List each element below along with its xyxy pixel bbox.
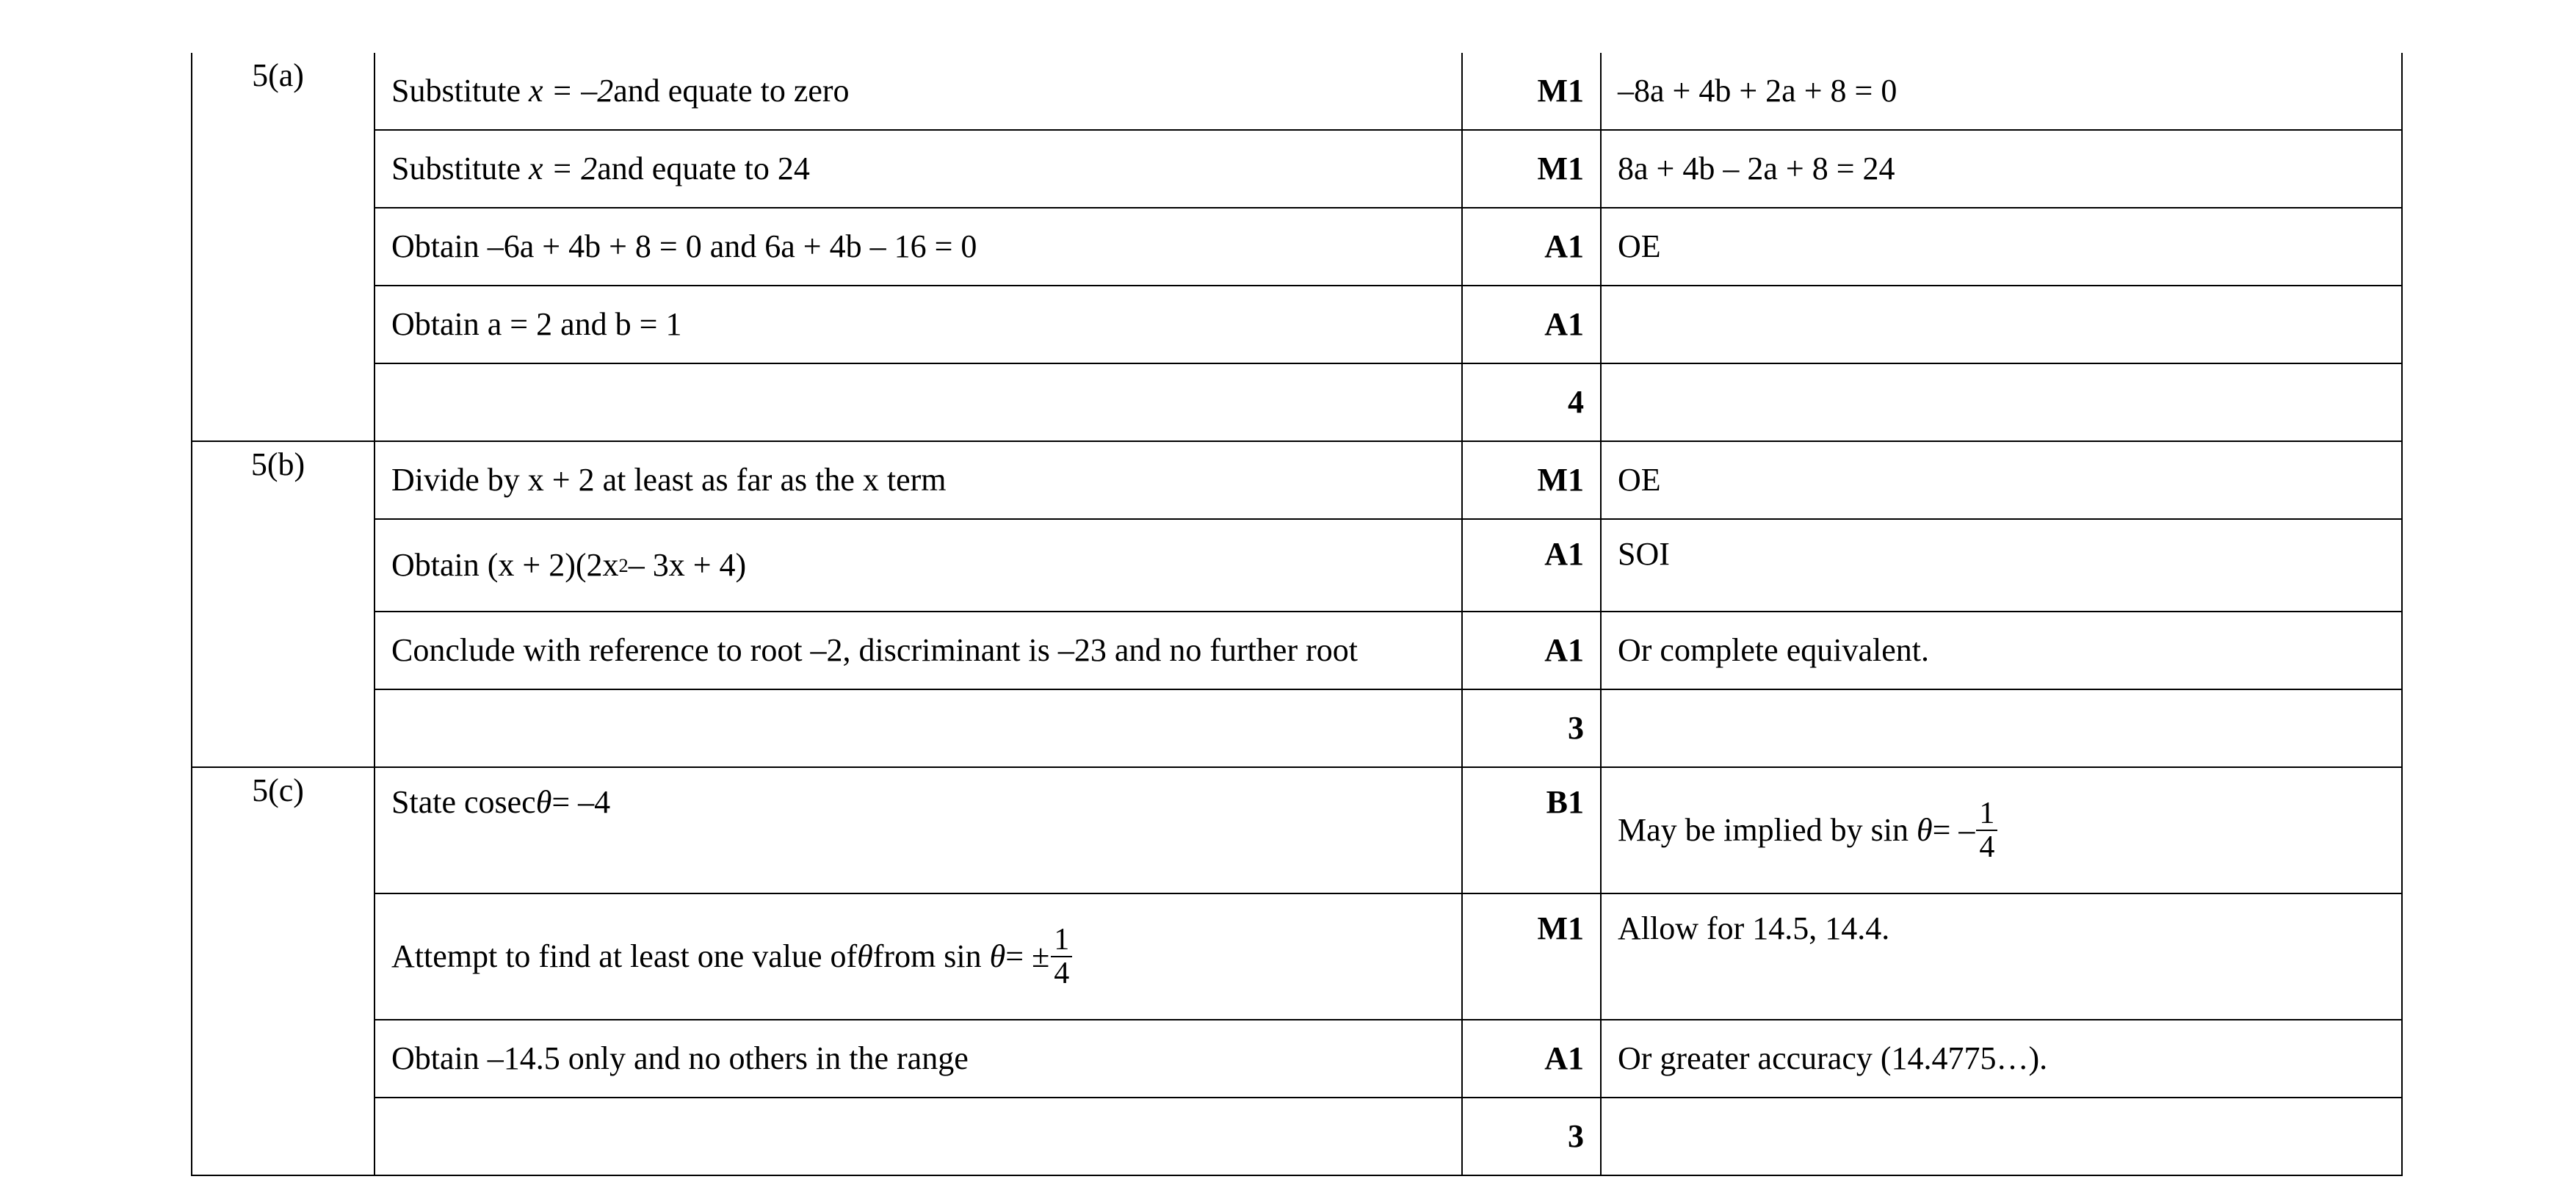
mark-code: M1 [1537,72,1584,109]
answer-cell: Obtain (x + 2)(2x 2 – 3x + 4) [375,519,1462,612]
guidance-cell [1601,893,2402,1020]
mark-cell [1462,612,1601,689]
question-number: 5(b) [250,446,305,482]
table-row [192,208,2402,286]
table-row [192,1098,2402,1175]
mark-cell [1462,53,1601,130]
guidance-text: Or greater accuracy (14.4775…). [1618,1040,2048,1076]
mark-total-cell [1462,689,1601,767]
guidance-text: 8a + 4b – 2a + 8 = 24 [1618,150,1895,186]
mark-total: 3 [1568,709,1584,746]
answer-text: Obtain –6a + 4b + 8 = 0 and 6a + 4b – 16 = 0 [391,228,977,264]
theta-symbol: θ [535,784,552,820]
guidance-cell [1601,519,2402,612]
mark-code: A1 [1544,228,1584,264]
guidance-cell [1601,441,2402,519]
answer-cell [375,208,1462,286]
table-row [192,767,2402,893]
question-number: 5(a) [252,57,304,93]
question-number: 5(c) [252,772,304,808]
mark-total: 4 [1568,383,1584,420]
question-number-cell [192,441,375,767]
table-row [192,612,2402,689]
guidance-cell [1601,363,2402,441]
answer-cell [375,612,1462,689]
answer-cell [375,1020,1462,1098]
answer-text: Obtain –14.5 only and no others in the range [391,1040,969,1076]
guidance-cell [1601,612,2402,689]
guidance-cell [1601,1020,2402,1098]
answer-text: Divide by x + 2 at least as far as the x term [391,461,947,498]
table-row [192,1020,2402,1098]
answer-text: Obtain a = 2 and b = 1 [391,305,682,342]
table-row [192,286,2402,363]
table-row [192,363,2402,441]
table-row [192,519,2402,612]
mark-code: M1 [1537,910,1584,946]
mark-code: A1 [1544,536,1584,572]
math-expression: x = –2 [529,72,614,109]
mark-cell [1462,208,1601,286]
guidance-cell [1601,130,2402,208]
table-row [192,53,2402,130]
theta-symbol: θ [989,938,1006,974]
answer-cell [375,689,1462,767]
answer-cell: State cosec θ = –4 [375,767,1462,893]
mark-total-cell [1462,1098,1601,1175]
math-expression: x = 2 [529,150,598,186]
mark-code: B1 [1546,784,1584,820]
mark-scheme-table [191,53,2403,1176]
fraction: $\frac{1}{4}$ [1976,797,1997,863]
mark-code: M1 [1537,461,1584,498]
theta-symbol: θ [1916,811,1933,848]
guidance-text: OE [1618,228,1661,264]
question-number-cell [192,767,375,1175]
guidance-cell [1601,689,2402,767]
guidance-cell [1601,286,2402,363]
guidance-cell [1601,53,2402,130]
answer-cell: Substitute x = –2 and equate to zero [375,53,1462,130]
guidance-cell: May be implied by sin θ = – $\frac{1}{4}$ [1601,767,2402,893]
question-number-cell [192,53,375,441]
answer-text: Conclude with reference to root –2, discriminant is –23 and no further root [391,631,1358,668]
fraction: $\frac{1}{4}$ [1051,924,1072,990]
guidance-text: –8a + 4b + 2a + 8 = 0 [1618,72,1897,109]
mark-total: 3 [1568,1117,1584,1154]
table-row [192,130,2402,208]
guidance-text: Allow for 14.5, 14.4. [1618,910,1890,946]
guidance-cell [1601,1098,2402,1175]
mark-code: A1 [1544,631,1584,668]
mark-code: A1 [1544,1040,1584,1076]
mark-cell [1462,441,1601,519]
theta-symbol: θ [857,938,873,974]
answer-cell: Substitute x = 2 and equate to 24 [375,130,1462,208]
mark-code: M1 [1537,150,1584,186]
mark-cell [1462,1020,1601,1098]
mark-cell [1462,893,1601,1020]
guidance-cell [1601,208,2402,286]
mark-cell [1462,519,1601,612]
mark-code: A1 [1544,305,1584,342]
answer-cell [375,441,1462,519]
table-row [192,893,2402,1020]
answer-cell [375,1098,1462,1175]
table-row [192,441,2402,519]
answer-cell [375,363,1462,441]
mark-cell [1462,286,1601,363]
answer-cell: Attempt to find at least one value of θ from sin θ = ± $\frac{1}{4}$ [375,893,1462,1020]
mark-total-cell [1462,363,1601,441]
guidance-text: SOI [1618,536,1670,572]
mark-cell [1462,130,1601,208]
table-row [192,689,2402,767]
guidance-text: OE [1618,461,1661,498]
mark-cell [1462,767,1601,893]
answer-cell [375,286,1462,363]
guidance-text: Or complete equivalent. [1618,631,1929,668]
